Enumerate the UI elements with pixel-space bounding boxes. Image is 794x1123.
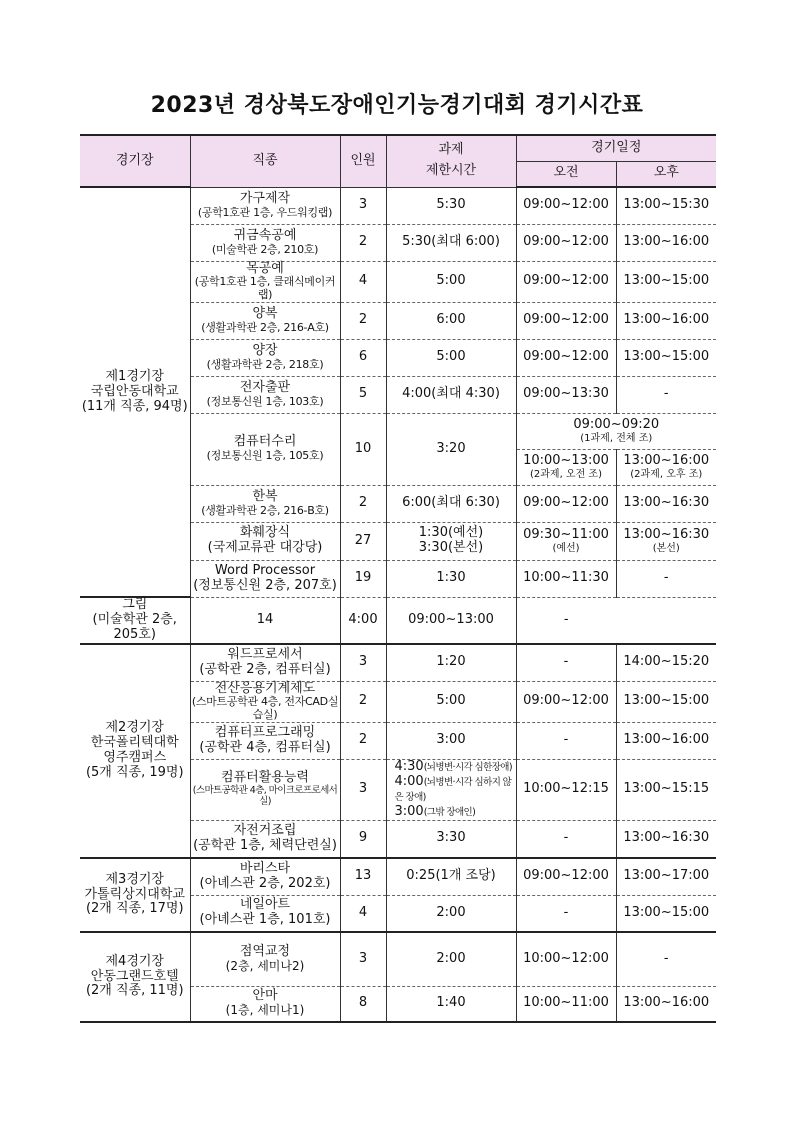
venue-cell	[80, 858, 190, 932]
table-cell: 09:00~13:00	[386, 597, 516, 644]
cell-text: 한국폴리텍대학	[90, 735, 179, 751]
cell-text: 컴퓨터프로그래밍	[214, 724, 316, 740]
venue-cell	[80, 644, 190, 858]
table-cell: 3:20	[386, 413, 516, 485]
table-cell: 09:00~12:00	[516, 261, 616, 302]
cell-text: 제4경기장	[105, 953, 164, 969]
header-count: 인원	[340, 135, 386, 187]
table-cell: 14	[190, 597, 340, 644]
cell-text: (그밖 장애인)	[423, 806, 476, 818]
table-cell: -	[516, 820, 616, 858]
table-cell: 19	[340, 560, 386, 597]
table-cell: 2	[340, 224, 386, 261]
table-cell	[190, 376, 340, 413]
venue-cell	[80, 187, 190, 597]
cell-text: 목공예	[246, 260, 284, 276]
cell-text: 3:00	[394, 803, 424, 819]
cell-text: 10:00~13:00	[523, 453, 609, 468]
table-cell: 14:00~15:20	[616, 644, 716, 681]
cell-text: (뇌병변·시각 심한장애)	[423, 761, 512, 773]
cell-text: 국립안동대학교	[90, 383, 179, 399]
table-row	[80, 858, 716, 895]
table-cell	[190, 820, 340, 858]
cell-text: 자전거조립	[233, 822, 297, 838]
cell-text: (스마트공학관 4층, 마이크로프로세서실)	[192, 785, 338, 808]
table-cell: 13:00~16:00	[616, 302, 716, 339]
cell-text: (정보통신원 2층, 207호)	[193, 577, 337, 593]
table-cell: -	[516, 597, 616, 644]
cell-text: (스마트공학관 4층, 전자CAD실습실)	[191, 695, 339, 722]
cell-text: (2과제, 오후 조)	[630, 468, 703, 480]
cell-text: 양장	[252, 342, 278, 358]
table-cell	[190, 187, 340, 224]
table-row	[80, 644, 716, 681]
table-cell: 09:00~12:00	[516, 339, 616, 376]
table-cell	[190, 722, 340, 759]
table-cell	[190, 895, 340, 932]
table-cell: 6:00	[386, 302, 516, 339]
cell-text: 그림	[122, 597, 148, 613]
table-cell: 10:00~11:00	[516, 986, 616, 1022]
table-cell: 4:00(최대 4:30)	[386, 376, 516, 413]
table-cell: 9	[340, 820, 386, 858]
header-am: 오전	[516, 161, 616, 187]
table-cell: 3	[340, 187, 386, 224]
cell-text: (공학1호관 1층, 클래식메이커랩)	[194, 275, 336, 302]
table-cell	[616, 449, 716, 485]
cell-text: (생활과학관 2층, 218호)	[206, 357, 324, 371]
table-cell: 1:30	[386, 560, 516, 597]
table-cell	[190, 759, 340, 820]
cell-text: 네일아트	[239, 897, 291, 913]
cell-text	[395, 805, 516, 820]
table-cell: -	[616, 932, 716, 986]
table-cell	[190, 224, 340, 261]
table-cell: 6	[340, 339, 386, 376]
cell-text: 바리스타	[239, 860, 291, 876]
table-cell: 4	[340, 261, 386, 302]
cell-text: 가구제작	[239, 190, 291, 206]
table-cell	[190, 560, 340, 597]
cell-text: 13:00~16:30	[623, 527, 710, 542]
table-cell	[190, 681, 340, 722]
cell-text: (공학관 4층, 컴퓨터실)	[199, 739, 331, 755]
cell-text: (11개 직종, 94명)	[81, 398, 188, 414]
table-row	[80, 187, 716, 224]
cell-text: (아녜스관 1층, 101호)	[199, 912, 331, 928]
table-cell	[190, 522, 340, 560]
table-row	[80, 932, 716, 986]
cell-text: (1과제, 전체 조)	[580, 432, 653, 444]
table-cell: 5:30(최대 6:00)	[386, 224, 516, 261]
table-cell: 2	[340, 681, 386, 722]
table-cell: 13:00~16:00	[616, 224, 716, 261]
table-cell: 10:00~11:30	[516, 560, 616, 597]
cell-text: 화훼장식	[239, 525, 291, 541]
cell-text: 영주캠퍼스	[103, 750, 167, 766]
cell-text: 안동그랜드호텔	[90, 968, 179, 984]
table-cell: 13:00~15:00	[616, 895, 716, 932]
cell-text: 양복	[252, 305, 278, 321]
cell-text: (2과제, 오전 조)	[529, 468, 602, 480]
cell-text: (뇌병변·시각 심하지 않은 장애)	[394, 776, 512, 803]
cell-text: 4:30	[394, 758, 424, 774]
header-time-limit	[386, 135, 516, 187]
cell-text: (공학1호관 1층, 우드워킹랩)	[197, 205, 333, 219]
table-cell: 09:00~12:00	[516, 302, 616, 339]
table-cell: 13	[340, 858, 386, 895]
table-cell: -	[516, 644, 616, 681]
cell-text: (아녜스관 2층, 202호)	[199, 875, 331, 891]
cell-text	[395, 760, 516, 775]
cell-text: 전자출판	[239, 379, 291, 395]
table-cell: 3	[340, 932, 386, 986]
table-cell	[516, 522, 616, 560]
cell-text: (5개 직종, 19명)	[85, 764, 184, 780]
cell-text: (미술학관 2층, 205호)	[92, 612, 177, 643]
cell-text	[395, 775, 516, 805]
table-cell: 4	[340, 895, 386, 932]
table-cell: -	[616, 376, 716, 413]
table-cell	[190, 932, 340, 986]
table-cell: 09:00~12:00	[516, 187, 616, 224]
table-cell: 1:20	[386, 644, 516, 681]
cell-text: 안마	[252, 988, 278, 1004]
cell-text: (2층, 세미나2)	[225, 958, 305, 973]
table-cell: 2	[340, 485, 386, 522]
cell-text: (2개 직종, 17명)	[85, 901, 184, 917]
cell-text: (정보통신원 1층, 103호)	[206, 394, 324, 408]
table-cell	[386, 522, 516, 560]
venue-cell	[80, 932, 190, 1022]
table-cell: 09:00~12:00	[516, 485, 616, 522]
cell-text: (국제교류관 대강당)	[207, 540, 323, 556]
table-cell: 09:00~13:30	[516, 376, 616, 413]
table-cell: 3:00	[386, 722, 516, 759]
table-cell: 2	[340, 722, 386, 759]
table-row	[80, 597, 716, 644]
cell-text: 제1경기장	[105, 368, 164, 384]
cell-text: 제3경기장	[105, 871, 164, 887]
table-cell: 8	[340, 986, 386, 1022]
table-cell: 3	[340, 759, 386, 820]
table-cell: 5:00	[386, 339, 516, 376]
table-cell: 09:00~12:00	[516, 858, 616, 895]
header-event: 직종	[190, 135, 340, 187]
cell-text: 13:00~16:00	[623, 453, 710, 468]
cell-text: 점역교정	[239, 943, 291, 959]
cell-text: 3:30(본선)	[418, 540, 484, 556]
table-cell: -	[516, 722, 616, 759]
table-cell	[190, 858, 340, 895]
cell-text: 가톨릭상지대학교	[84, 886, 185, 902]
cell-text: (공학관 2층, 컴퓨터실)	[199, 661, 331, 677]
table-cell	[190, 986, 340, 1022]
cell-text: (미술학관 2층, 210호)	[211, 242, 319, 256]
cell-text: 1:30(예선)	[418, 525, 484, 541]
table-cell: 0:25(1개 조당)	[386, 858, 516, 895]
cell-text: 컴퓨터수리	[233, 434, 297, 450]
cell-text: 4:00	[394, 773, 424, 789]
cell-text: 귀금속공예	[233, 227, 297, 243]
table-cell	[516, 413, 716, 449]
schedule-table	[80, 134, 716, 1023]
table-cell	[190, 413, 340, 485]
table-cell: 2	[340, 302, 386, 339]
table-cell: 6:00(최대 6:30)	[386, 485, 516, 522]
table-cell: -	[516, 895, 616, 932]
table-cell: 2:00	[386, 932, 516, 986]
table-cell: 5:00	[386, 261, 516, 302]
table-cell	[616, 522, 716, 560]
table-cell: 10:00~12:00	[516, 932, 616, 986]
cell-text: (생활과학관 2층, 216-A호)	[201, 320, 329, 334]
table-cell	[190, 302, 340, 339]
page-title: 2023년 경상북도장애인기능경기대회 경기시간표	[150, 93, 644, 118]
table-cell: 09:00~12:00	[516, 224, 616, 261]
table-cell: 13:00~15:00	[616, 339, 716, 376]
table-cell: 3:30	[386, 820, 516, 858]
table-cell: 13:00~16:30	[616, 820, 716, 858]
cell-text: (생활과학관 2층, 216-B호)	[201, 503, 329, 517]
cell-text: (정보통신원 1층, 105호)	[206, 449, 324, 463]
table-cell	[190, 261, 340, 302]
header-venue: 경기장	[80, 135, 190, 187]
cell-text: 제2경기장	[105, 720, 164, 736]
cell-text: 전산응용기계제도	[214, 680, 316, 696]
table-cell: 1:40	[386, 986, 516, 1022]
table-cell: 13:00~17:00	[616, 858, 716, 895]
cell-text: 09:30~11:00	[523, 527, 609, 542]
table-cell	[190, 485, 340, 522]
table-cell: 10	[340, 413, 386, 485]
table-cell: 5:30	[386, 187, 516, 224]
table-cell: 10:00~12:15	[516, 759, 616, 820]
table-cell: 5:00	[386, 681, 516, 722]
table-cell	[386, 759, 516, 820]
cell-text: 과제	[438, 142, 464, 158]
table-cell: 13:00~15:15	[616, 759, 716, 820]
cell-text: 한복	[252, 488, 278, 504]
table-cell: 2:00	[386, 895, 516, 932]
cell-text: 제한시간	[425, 163, 477, 179]
cell-text: Word Processor	[214, 562, 316, 578]
table-cell: 3	[340, 644, 386, 681]
table-cell: 13:00~16:00	[616, 722, 716, 759]
table-cell: 4:00	[340, 597, 386, 644]
table-cell	[80, 597, 190, 644]
table-cell: 27	[340, 522, 386, 560]
cell-text: 워드프로세서	[227, 646, 303, 662]
table-cell: 13:00~15:30	[616, 187, 716, 224]
cell-text: (2개 직종, 11명)	[85, 983, 184, 999]
header-schedule: 경기일정	[516, 135, 716, 161]
table-cell: 13:00~15:00	[616, 261, 716, 302]
cell-text: 09:00~09:20	[573, 417, 660, 432]
cell-text: (1층, 세미나1)	[225, 1003, 305, 1018]
cell-text: 컴퓨터활용능력	[221, 770, 309, 786]
table-cell: 13:00~16:00	[616, 986, 716, 1022]
table-cell: 09:00~12:00	[516, 681, 616, 722]
table-cell	[516, 449, 616, 485]
table-cell	[190, 644, 340, 681]
table-cell: 13:00~16:30	[616, 485, 716, 522]
header-pm: 오후	[616, 161, 716, 187]
cell-text: (본선)	[652, 542, 680, 554]
table-cell: -	[616, 560, 716, 597]
cell-text: (예선)	[552, 542, 580, 554]
table-cell: 5	[340, 376, 386, 413]
table-cell: 13:00~15:00	[616, 681, 716, 722]
cell-text: (공학관 1층, 체력단련실)	[193, 837, 337, 853]
table-cell	[190, 339, 340, 376]
